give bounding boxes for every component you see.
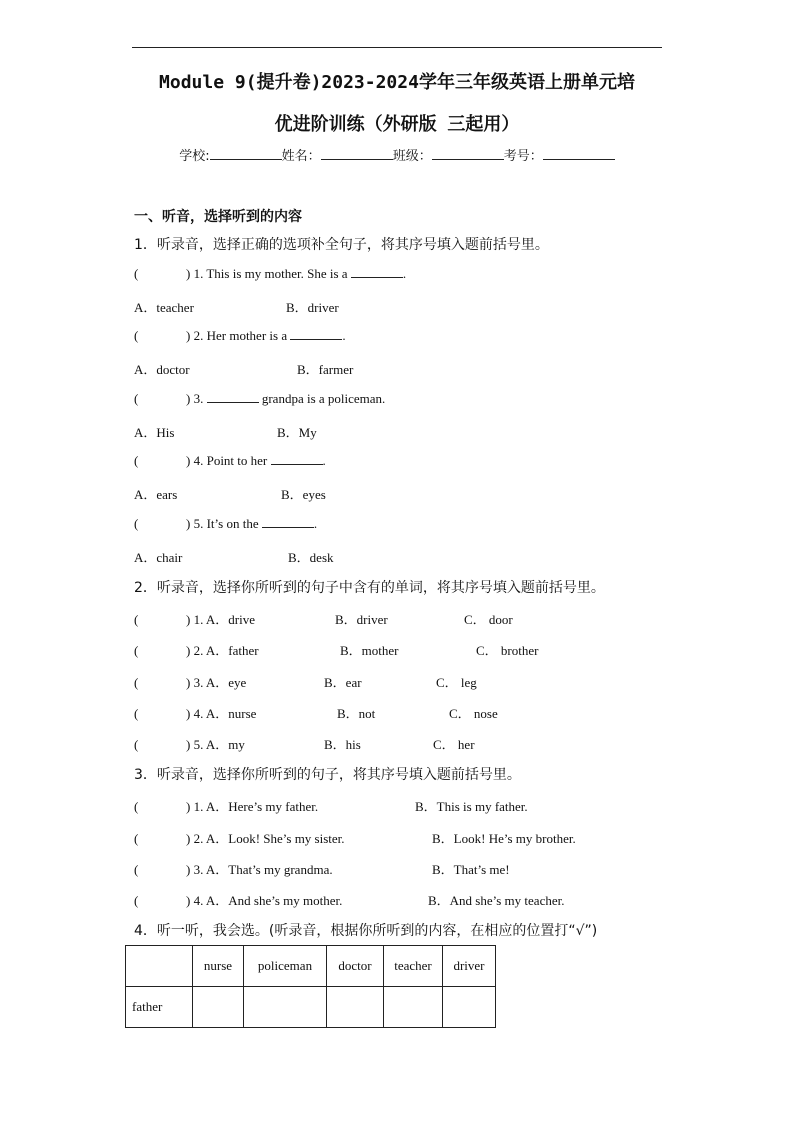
answer-blank[interactable] [271, 453, 323, 465]
option-a[interactable]: A．doctor [134, 362, 190, 377]
class-field[interactable] [432, 147, 504, 160]
table-header-cell [126, 946, 193, 987]
q2-item-2: ( ) 2. A．father B．mother C． brother [134, 640, 259, 659]
option-b[interactable]: B．And she’s my teacher. [428, 893, 565, 908]
class-label: 班级： [392, 149, 432, 164]
option-b[interactable]: B．not [337, 706, 376, 721]
option-a[interactable]: A．chair [134, 550, 183, 565]
name-label: 姓名： [281, 149, 321, 164]
q1-item-4: ( ) 4. Point to her . [134, 453, 326, 468]
q4-instruction: 4．听一听，我会选。(听录音，根据你所听到的内容，在相应的位置打“√”) [134, 923, 598, 939]
table-header-cell: doctor [327, 946, 384, 987]
answer-blank[interactable] [351, 266, 403, 278]
table-header-cell: teacher [384, 946, 443, 987]
q1-item-1-options [134, 297, 339, 316]
exam-number-field[interactable] [543, 147, 615, 160]
q1-item-5: ( ) 5. It’s on the . [134, 516, 318, 531]
option-a[interactable]: A．teacher [134, 300, 194, 315]
exam-number-label: 考号： [503, 149, 543, 164]
q1-item-2: ( ) 2. Her mother is a . [134, 328, 346, 343]
q1-item-3: ( ) 3. grandpa is a policeman. [134, 391, 386, 406]
option-b[interactable]: B．desk [288, 550, 334, 565]
q2-item-1: ( ) 1. A．drive B．driver C． door [134, 609, 255, 628]
table-header-cell: policeman [244, 946, 327, 987]
answer-blank[interactable] [262, 516, 314, 528]
option-c[interactable]: C． door [464, 612, 513, 627]
q2-item-3: ( ) 3. A．eye B．ear C． leg [134, 672, 246, 691]
q1-item-1: ( ) 1. This is my mother. She is a . [134, 266, 407, 281]
name-field[interactable] [321, 147, 393, 160]
q3-item-3: ( ) 3. A．That’s my grandma. B．That’s me! [134, 859, 333, 878]
answer-cell[interactable] [327, 987, 384, 1028]
q2-instruction: 2．听录音，选择你所听到的句子中含有的单词，将其序号填入题前括号里。 [134, 580, 605, 596]
table-header-cell: nurse [193, 946, 244, 987]
top-rule [132, 47, 662, 48]
answer-cell[interactable] [244, 987, 327, 1028]
q3-item-1: ( ) 1. A．Here’s my father. B．This is my father. [134, 796, 318, 815]
school-label: 学校: [179, 149, 210, 164]
option-b[interactable]: B．My [277, 425, 317, 440]
q1-item-4-options [134, 484, 326, 503]
option-b[interactable]: B．ear [324, 675, 362, 690]
q2-item-5: ( ) 5. A．my B．his C． her [134, 734, 245, 753]
school-field[interactable] [210, 147, 282, 160]
section-heading: 一、听音，选择听到的内容 [134, 209, 302, 225]
option-b[interactable]: B．driver [286, 300, 339, 315]
q3-item-2: ( ) 2. A．Look! She’s my sister. B．Look! He’s my brother. [134, 828, 345, 847]
q1-item-5-options [134, 547, 334, 566]
q1-instruction: 1．听录音，选择正确的选项补全句子，将其序号填入题前括号里。 [134, 237, 549, 253]
q3-item-4: ( ) 4. A．And she’s my mother. B．And she’s my teacher. [134, 890, 342, 909]
student-info-line [0, 145, 794, 164]
option-a[interactable]: A．ears [134, 487, 178, 502]
option-b[interactable]: B．eyes [281, 487, 326, 502]
answer-cell[interactable] [193, 987, 244, 1028]
option-c[interactable]: C． her [433, 737, 475, 752]
q2-item-4: ( ) 4. A．nurse B．not C． nose [134, 703, 256, 722]
option-b[interactable]: B．farmer [297, 362, 354, 377]
answer-table [125, 945, 496, 1028]
option-b[interactable]: B．his [324, 737, 361, 752]
page-title-line2: 优进阶训练（外研版 三起用） [274, 114, 520, 135]
option-b[interactable]: B．driver [335, 612, 388, 627]
answer-cell[interactable] [384, 987, 443, 1028]
page-title-line1: Module 9(提升卷)2023-2024学年三年级英语上册单元培 [159, 72, 635, 93]
option-c[interactable]: C． leg [436, 675, 477, 690]
answer-blank[interactable] [207, 391, 259, 403]
table-header-row [126, 946, 496, 987]
q3-instruction: 3．听录音，选择你所听到的句子，将其序号填入题前括号里。 [134, 767, 521, 783]
answer-blank[interactable] [290, 328, 342, 340]
answer-cell[interactable] [443, 987, 496, 1028]
q1-item-2-options [134, 359, 354, 378]
table-row [126, 987, 496, 1028]
option-c[interactable]: C． nose [449, 706, 498, 721]
option-b[interactable]: B．mother [340, 643, 399, 658]
q1-item-3-options [134, 422, 317, 441]
option-b[interactable]: B．Look! He’s my brother. [432, 831, 576, 846]
row-label-cell: father [126, 987, 193, 1028]
option-a[interactable]: A．His [134, 425, 175, 440]
option-c[interactable]: C． brother [476, 643, 539, 658]
option-b[interactable]: B．This is my father. [415, 799, 528, 814]
table-header-cell: driver [443, 946, 496, 987]
option-b[interactable]: B．That’s me! [432, 862, 510, 877]
